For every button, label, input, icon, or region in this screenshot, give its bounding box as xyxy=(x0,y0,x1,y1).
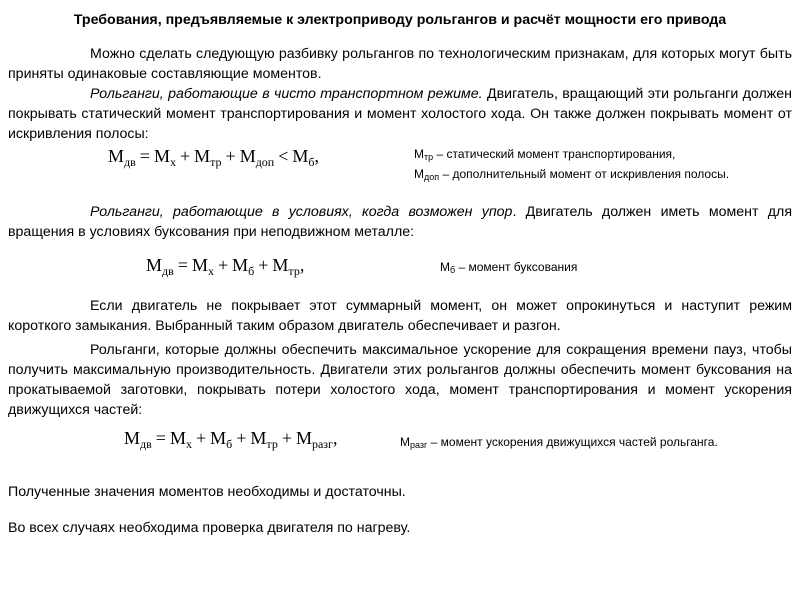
paragraph-transport-mode xyxy=(8,84,792,144)
legend-m-razg: $M_{разг}$ – момент ускорения движущихся частей рольганга. xyxy=(400,435,718,450)
formula-stop: $M_{дв} = M_х + M_б + M_{тр}$, xyxy=(146,255,305,278)
formula-transport: $M_{дв} = M_х + M_{тр} + M_{доп} < M_б$, xyxy=(108,146,320,169)
paragraph-overturn xyxy=(8,296,792,336)
paragraph-overturn-text: Если двигатель не покрывает этот суммарный момент, он может опрокинуться и наступит режим короткого замыкания. Выбранный таким образом двигатель обеспечивает и разгон. xyxy=(8,298,792,334)
paragraph-stop-mode xyxy=(8,202,792,242)
transport-mode-heading: Рольганги, работающие в чисто транспортном режиме. xyxy=(90,86,483,102)
legend-m-b: $M_б$ – момент буксования xyxy=(440,260,578,275)
paragraph-heating-check: Во всех случаях необходима проверка двигателя по нагреву. xyxy=(8,520,411,536)
paragraph-intro xyxy=(8,44,792,84)
paragraph-conclusion: Полученные значения моментов необходимы и достаточны. xyxy=(8,484,406,500)
page-title: Требования, предъявляемые к электроприводу рольгангов и расчёт мощности его привода xyxy=(73,12,727,28)
paragraph-intro-text: Можно сделать следующую разбивку рольгангов по технологическим признакам, для которых могут быть приняты одинаковые составляющие моментов. xyxy=(8,46,792,82)
stop-mode-heading: Рольганги, работающие в условиях, когда возможен упор xyxy=(90,204,513,220)
transport-mode-text: Двигатель, вращающий эти рольганги должен покрывать статический момент транспортирования и момент холостого хода. Он также должен покрывать момент от искривления полосы: xyxy=(8,86,792,142)
paragraph-acceleration xyxy=(8,340,792,420)
formula-transport-legend xyxy=(414,146,729,186)
paragraph-acceleration-text: Рольганги, которые должны обеспечить максимальное ускорение для сокращения времени пауз, чтобы получить максимальную производительность. Двигатели этих рольгангов должны обеспечить момент буксования на прокатываемой заготовки, покрывать потери холостого хода, момент транспортирования и момент ускорения движущихся частей: xyxy=(8,342,792,418)
stop-mode-text: . Двигатель должен иметь момент для вращения в условиях буксования при неподвижном металле: xyxy=(8,204,792,240)
formula-acceleration: $M_{дв} = M_х + M_б + M_{тр} + M_{разг}$, xyxy=(124,428,338,451)
legend-m-tr: $M_{тр}$ – статический момент транспортирования, xyxy=(414,147,676,162)
legend-m-dop: $M_{доп}$ – дополнительный момент от искривления полосы. xyxy=(414,167,730,182)
